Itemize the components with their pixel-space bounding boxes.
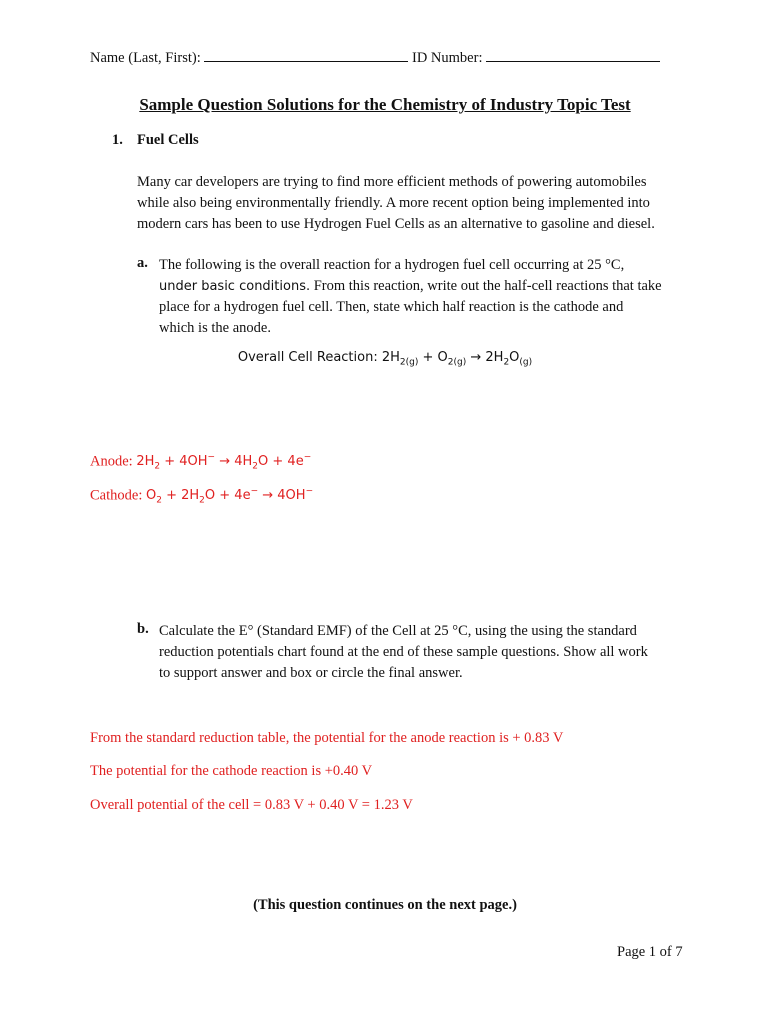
student-info-line (90, 47, 660, 67)
id-label: ID Number: (412, 50, 483, 66)
answer-cathode-potential: The potential for the cathode reaction is +0.40 V (90, 763, 373, 779)
part-a-line-3: place for a hydrogen fuel cell. Then, state which half reaction is the cathode and (159, 299, 624, 315)
intro-line-1: Many car developers are trying to find more efficient methods of powering automobiles (137, 174, 647, 190)
part-a-letter: a. (137, 255, 148, 271)
part-b-letter: b. (137, 621, 149, 637)
section-number: 1. (112, 132, 123, 148)
part-b-line-1: Calculate the E° (Standard EMF) of the Cell at 25 °C, using the using the standard (159, 623, 637, 639)
part-a-line-2-rest: From this reaction, write out the half-cell reactions that take (310, 278, 662, 294)
anode-answer: Anode: $2H_2 + 4OH^- \to 4H_2O + 4e^-$ (90, 453, 312, 472)
intro-line-2: while also being environmentally friendly. A more recent option being implemented into (137, 195, 650, 211)
section-title: Fuel Cells (137, 132, 199, 148)
continues-note: (This question continues on the next page.) (253, 897, 517, 913)
id-blank[interactable] (486, 47, 660, 62)
answer-anode-potential: From the standard reduction table, the potential for the anode reaction is + 0.83 V (90, 730, 564, 746)
cathode-answer: Cathode: $O_2 + 2H_2O + 4e^- \to 4OH^-$ (90, 487, 314, 506)
part-b-line-3: to support answer and box or circle the final answer. (159, 665, 463, 681)
intro-line-3: modern cars has been to use Hydrogen Fuel Cells as an alternative to gasoline and diesel. (137, 216, 655, 232)
name-label: Name (Last, First): (90, 50, 201, 66)
basic-conditions-text: under basic conditions. (159, 279, 311, 294)
part-b-line-2: reduction potentials chart found at the end of these sample questions. Show all work (159, 644, 648, 660)
page-number: Page 1 of 7 (617, 944, 683, 960)
document-title: Sample Question Solutions for the Chemistry of Industry Topic Test (139, 95, 631, 114)
answer-overall-potential: Overall potential of the cell = 0.83 V + 0.40 V = 1.23 V (90, 797, 413, 813)
name-blank[interactable] (204, 47, 408, 62)
overall-reaction-equation: Overall Cell Reaction: $2H_{2(g)} + O_{2(g)} \to 2H_2O_{(g)}$ (237, 350, 533, 368)
part-a-line-4: which is the anode. (159, 320, 271, 336)
part-a-line-2 (159, 276, 662, 297)
part-a-line-1: The following is the overall reaction for a hydrogen fuel cell occurring at 25 °C, (159, 257, 625, 273)
